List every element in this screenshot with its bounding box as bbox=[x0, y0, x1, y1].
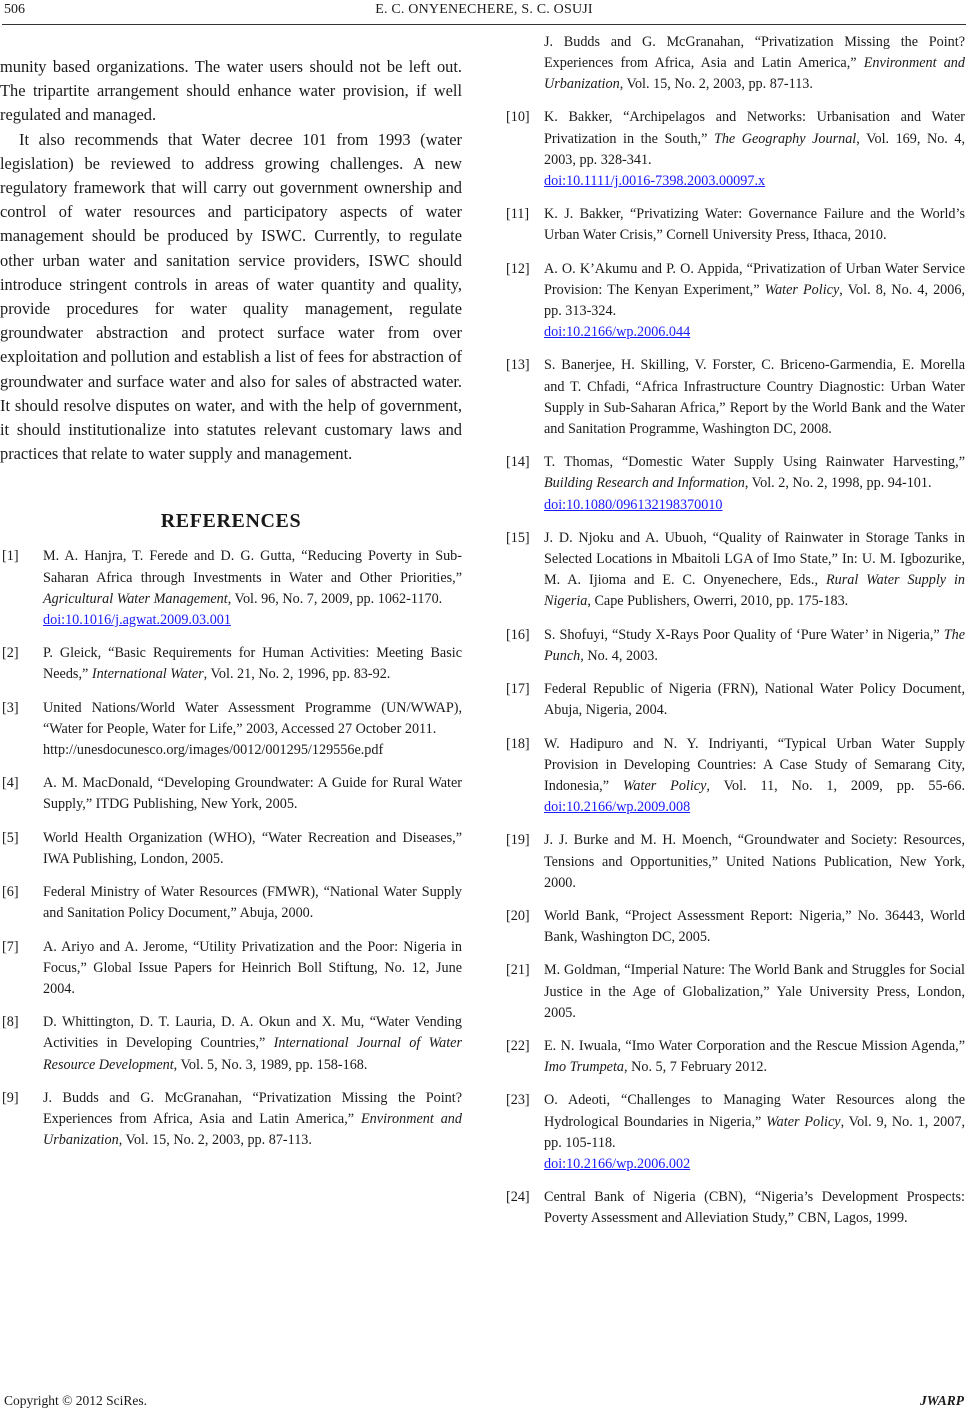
reference-number: [7] bbox=[2, 938, 19, 955]
reference-source-title: Building Research and Information bbox=[544, 475, 745, 492]
reference-text: T. Thomas, “Domestic Water Supply Using Rainwater Harvesting,” bbox=[544, 454, 965, 471]
reference-number: [3] bbox=[2, 699, 19, 716]
reference-text: A. Ariyo and A. Jerome, “Utility Privatization and the Poor: Nigeria in Focus,” Global Issue Papers for Heinrich Boll Stiftung, No. 12, June 2004. bbox=[43, 938, 462, 997]
reference-item bbox=[0, 1088, 462, 1149]
reference-item bbox=[0, 937, 462, 1001]
reference-item bbox=[506, 259, 965, 344]
doi-link[interactable]: doi:10.1080/096132198370010 bbox=[544, 496, 723, 513]
reference-text: Federal Republic of Nigeria (FRN), National Water Policy Document, Abuja, Nigeria, 2004. bbox=[544, 681, 965, 719]
reference-item bbox=[506, 204, 965, 246]
reference-item bbox=[506, 1187, 965, 1229]
reference-text: A. O. K’Akumu and P. O. Appida, “Privatization of Urban Water Service Provision: The Kenyan Experiment,” bbox=[544, 260, 965, 298]
reference-list-left bbox=[0, 546, 462, 1149]
reference-number: [12] bbox=[506, 260, 530, 277]
reference-number: [16] bbox=[506, 626, 530, 643]
reference-details: , Cape Publishers, Owerri, 2010, pp. 175-183. bbox=[587, 593, 849, 610]
reference-item bbox=[0, 773, 462, 815]
reference-source-title: International Journal of Water Resource Development bbox=[43, 1035, 462, 1073]
body-paragraph: munity based organizations. The water users should not be left out. The tripartite arrangement should enhance water provision, if well regulated and managed. bbox=[0, 57, 462, 125]
body-paragraph: It also recommends that Water decree 101 from 1993 (water legislation) be reviewed to address growing challenges. A new regulatory framework that will carry out government ownership and control of water resources and participatory aspects of water management should be produced by ISWC. Currently, to regulate other urban water and sanitation service providers, ISWC should introduce stringent controls in areas of water quantity and quality, provide procedures for water quality management, regulate groundwater abstraction and protect surface water from over exploitation and pollution and establish a list of fees for abstraction of groundwater and surface water and also for sales of abstracted water. It should resolve disputes on water, and with the help of government, it should institutionalize into statutes relevant customary laws and practices that relate to water supply and management. bbox=[0, 129, 462, 464]
reference-number: [11] bbox=[506, 206, 530, 223]
reference-source-title: Water Policy bbox=[622, 777, 707, 794]
reference-source-title: The Geography Journal bbox=[713, 130, 857, 147]
reference-number: [6] bbox=[2, 884, 19, 901]
reference-source-title: Water Policy bbox=[764, 281, 840, 298]
reference-number: [20] bbox=[506, 907, 530, 924]
reference-source-title: Imo Trumpeta bbox=[544, 1059, 625, 1076]
doi-link[interactable]: doi:10.2166/wp.2009.008 bbox=[544, 799, 691, 816]
running-header-authors: E. C. ONYENECHERE, S. C. OSUJI bbox=[375, 2, 593, 17]
reference-number: [18] bbox=[506, 735, 530, 752]
reference-item-continued bbox=[506, 32, 965, 96]
reference-text-cont: J. Budds and G. McGranahan, “Privatization Missing the Point? Experiences from Africa, Asia and Latin America,” bbox=[544, 33, 965, 72]
reference-item bbox=[0, 546, 462, 631]
reference-number: [1] bbox=[2, 548, 19, 565]
page-number: 506 bbox=[4, 2, 25, 17]
references-heading: REFERENCES bbox=[160, 510, 302, 533]
reference-text: E. N. Iwuala, “Imo Water Corporation and the Rescue Mission Agenda,” bbox=[544, 1037, 965, 1054]
reference-number: [8] bbox=[2, 1014, 19, 1031]
reference-details: , No. 4, 2003. bbox=[580, 647, 658, 664]
reference-text: World Bank, “Project Assessment Report: Nigeria,” No. 36443, World Bank, Washington DC, 2005. bbox=[544, 907, 965, 946]
reference-item bbox=[506, 107, 965, 192]
reference-text: P. Gleick, “Basic Requirements for Human Activities: Meeting Basic Needs,” bbox=[43, 645, 462, 683]
reference-source-title-cont: Environment and Urbanization bbox=[544, 55, 965, 93]
reference-text: World Health Organization (WHO), “Water Recreation and Diseases,” IWA Publishing, London, 2005. bbox=[43, 829, 462, 867]
reference-text: M. Goldman, “Imperial Nature: The World Bank and Struggles for Social Justice in the Age of Globalization,” Yale University Press, London, 2005. bbox=[544, 962, 965, 1021]
reference-details: , Vol. 21, No. 2, 1996, pp. 83-92. bbox=[203, 666, 391, 683]
reference-number: [14] bbox=[506, 454, 530, 471]
reference-details: , No. 5, 7 February 2012. bbox=[624, 1059, 768, 1076]
doi-link[interactable]: doi:10.1016/j.agwat.2009.03.001 bbox=[43, 612, 231, 629]
reference-text: Federal Ministry of Water Resources (FMWR), “National Water Supply and Sanitation Policy Document,” Abuja, 2000. bbox=[43, 884, 462, 922]
reference-number: [19] bbox=[506, 832, 530, 849]
reference-details: , Vol. 169, No. 4, 2003, pp. 328-341. bbox=[544, 130, 965, 168]
reference-source-title: Water Policy bbox=[766, 1113, 841, 1130]
reference-item bbox=[0, 698, 462, 762]
right-column bbox=[506, 33, 966, 1242]
reference-text: K. Bakker, “Archipelagos and Networks: Urbanisation and Water Privatization in the South,” bbox=[544, 109, 965, 147]
reference-text: A. M. MacDonald, “Developing Groundwater: A Guide for Rural Water Supply,” ITDG Publishing, New York, 2005. bbox=[43, 775, 462, 813]
left-column bbox=[0, 55, 462, 1149]
reference-number: [24] bbox=[506, 1189, 530, 1206]
reference-item bbox=[506, 452, 965, 516]
reference-url: http://unesdocunesco.org/images/0012/001295/129556e.pdf bbox=[43, 742, 384, 759]
copyright-notice: Copyright © 2012 SciRes. bbox=[4, 1393, 148, 1408]
reference-text: J. D. Njoku and A. Ubuoh, “Quality of Rainwater in Storage Tanks in Selected Locations in Mbaitoli LGA of Imo State,” In: U. M. Igbozurike, M. A. Ijioma and E. C. Onyenechere, Eds., bbox=[544, 529, 965, 589]
reference-source-title: Environment and Urbanization bbox=[43, 1110, 462, 1149]
reference-item bbox=[0, 882, 462, 924]
doi-link[interactable]: doi:10.1111/j.0016-7398.2003.00097.x bbox=[544, 173, 766, 190]
reference-text: J. J. Burke and M. H. Moench, “Groundwater and Society: Resources, Tensions and Opportunities,” United Nations Publication, New York, 2000. bbox=[544, 832, 965, 891]
reference-item bbox=[506, 906, 965, 948]
reference-item bbox=[506, 1090, 965, 1175]
reference-item bbox=[0, 643, 462, 685]
reference-text: S. Shofuyi, “Study X-Rays Poor Quality of ‘Pure Water’ in Nigeria,” bbox=[544, 626, 944, 643]
reference-number: [13] bbox=[506, 357, 530, 374]
reference-item bbox=[506, 679, 965, 721]
reference-number: [5] bbox=[2, 829, 19, 846]
journal-abbrev: JWARP bbox=[919, 1393, 964, 1408]
doi-link[interactable]: doi:10.2166/wp.2006.044 bbox=[544, 324, 691, 341]
reference-text: D. Whittington, D. T. Lauria, D. A. Okun and X. Mu, “Water Vending Activities in Developing Countries,” bbox=[43, 1014, 462, 1052]
reference-details-cont: , Vol. 15, No. 2, 2003, pp. 87-113. bbox=[619, 76, 813, 93]
reference-details: , Vol. 2, No. 2, 1998, pp. 94-101. bbox=[744, 475, 932, 492]
reference-item bbox=[0, 828, 462, 870]
reference-text: K. J. Bakker, “Privatizing Water: Governance Failure and the World’s Urban Water Crisis,” Cornell University Press, Ithaca, 2010. bbox=[544, 206, 965, 244]
reference-item bbox=[506, 355, 965, 440]
reference-item bbox=[506, 830, 965, 894]
reference-item bbox=[506, 1036, 965, 1078]
reference-item bbox=[0, 1012, 462, 1076]
reference-number: [21] bbox=[506, 962, 530, 979]
reference-source-title: Agricultural Water Management bbox=[43, 590, 228, 607]
doi-link[interactable]: doi:10.2166/wp.2006.002 bbox=[544, 1155, 691, 1172]
reference-number: [15] bbox=[506, 529, 530, 546]
reference-details: , Vol. 11, No. 1, 2009, pp. 55-66. bbox=[706, 777, 966, 794]
reference-item bbox=[506, 960, 965, 1024]
reference-details: , Vol. 15, No. 2, 2003, pp. 87-113. bbox=[118, 1132, 312, 1149]
reference-details: , Vol. 8, No. 4, 2006, pp. 313-324. bbox=[544, 281, 965, 320]
reference-text: United Nations/World Water Assessment Programme (UN/WWAP), “Water for People, Water for Life,” 2003, Accessed 27 October 2011. bbox=[43, 699, 462, 737]
reference-text: M. A. Hanjra, T. Ferede and D. G. Gutta, “Reducing Poverty in Sub-Saharan Africa through Investments in Water and Other Priorities,” bbox=[43, 548, 462, 586]
reference-details: , Vol. 96, No. 7, 2009, pp. 1062-1170. bbox=[227, 590, 443, 607]
reference-number: [4] bbox=[2, 775, 19, 792]
reference-source-title: International Water bbox=[91, 666, 204, 683]
reference-text: Central Bank of Nigeria (CBN), “Nigeria’s Development Prospects: Poverty Assessment and Alleviation Study,” CBN, Lagos, 1999. bbox=[544, 1189, 965, 1227]
header-rule bbox=[2, 24, 966, 25]
reference-item bbox=[506, 528, 965, 613]
reference-source-title: The Punch bbox=[544, 626, 965, 664]
reference-text: W. Hadipuro and N. Y. Indriyanti, “Typical Urban Water Supply Provision in Developing Countries: A Case Study of Semarang City, Indonesia,” bbox=[544, 735, 965, 794]
reference-number: [22] bbox=[506, 1037, 530, 1054]
reference-source-title: Rural Water Supply in Nigeria bbox=[544, 572, 965, 610]
reference-item bbox=[506, 625, 965, 667]
reference-number: [17] bbox=[506, 681, 530, 698]
reference-text: O. Adeoti, “Challenges to Managing Water Resources along the Hydrological Boundaries in Nigeria,” bbox=[544, 1092, 965, 1130]
reference-continuation-wrap bbox=[544, 32, 965, 96]
reference-list-right bbox=[506, 32, 965, 1230]
reference-number: [10] bbox=[506, 109, 530, 126]
reference-text: S. Banerjee, H. Skilling, V. Forster, C. Briceno-Garmendia, E. Morella and T. Chfadi, “Africa Infrastructure Country Diagnostic: Urban Water Supply in Sub-Saharan Africa,” Report by the World Bank and the Water and Sanitation Programme, Washington DC, 2008. bbox=[544, 357, 965, 438]
reference-details: , Vol. 5, No. 3, 1989, pp. 158-168. bbox=[173, 1056, 368, 1073]
reference-text: J. Budds and G. McGranahan, “Privatization Missing the Point? Experiences from Africa, Asia and Latin America,” bbox=[43, 1089, 462, 1127]
reference-number: [23] bbox=[506, 1092, 530, 1109]
reference-item bbox=[506, 734, 965, 819]
reference-number: [9] bbox=[2, 1089, 19, 1106]
reference-number: [2] bbox=[2, 645, 19, 662]
reference-details: , Vol. 9, No. 1, 2007, pp. 105-118. bbox=[544, 1113, 965, 1151]
